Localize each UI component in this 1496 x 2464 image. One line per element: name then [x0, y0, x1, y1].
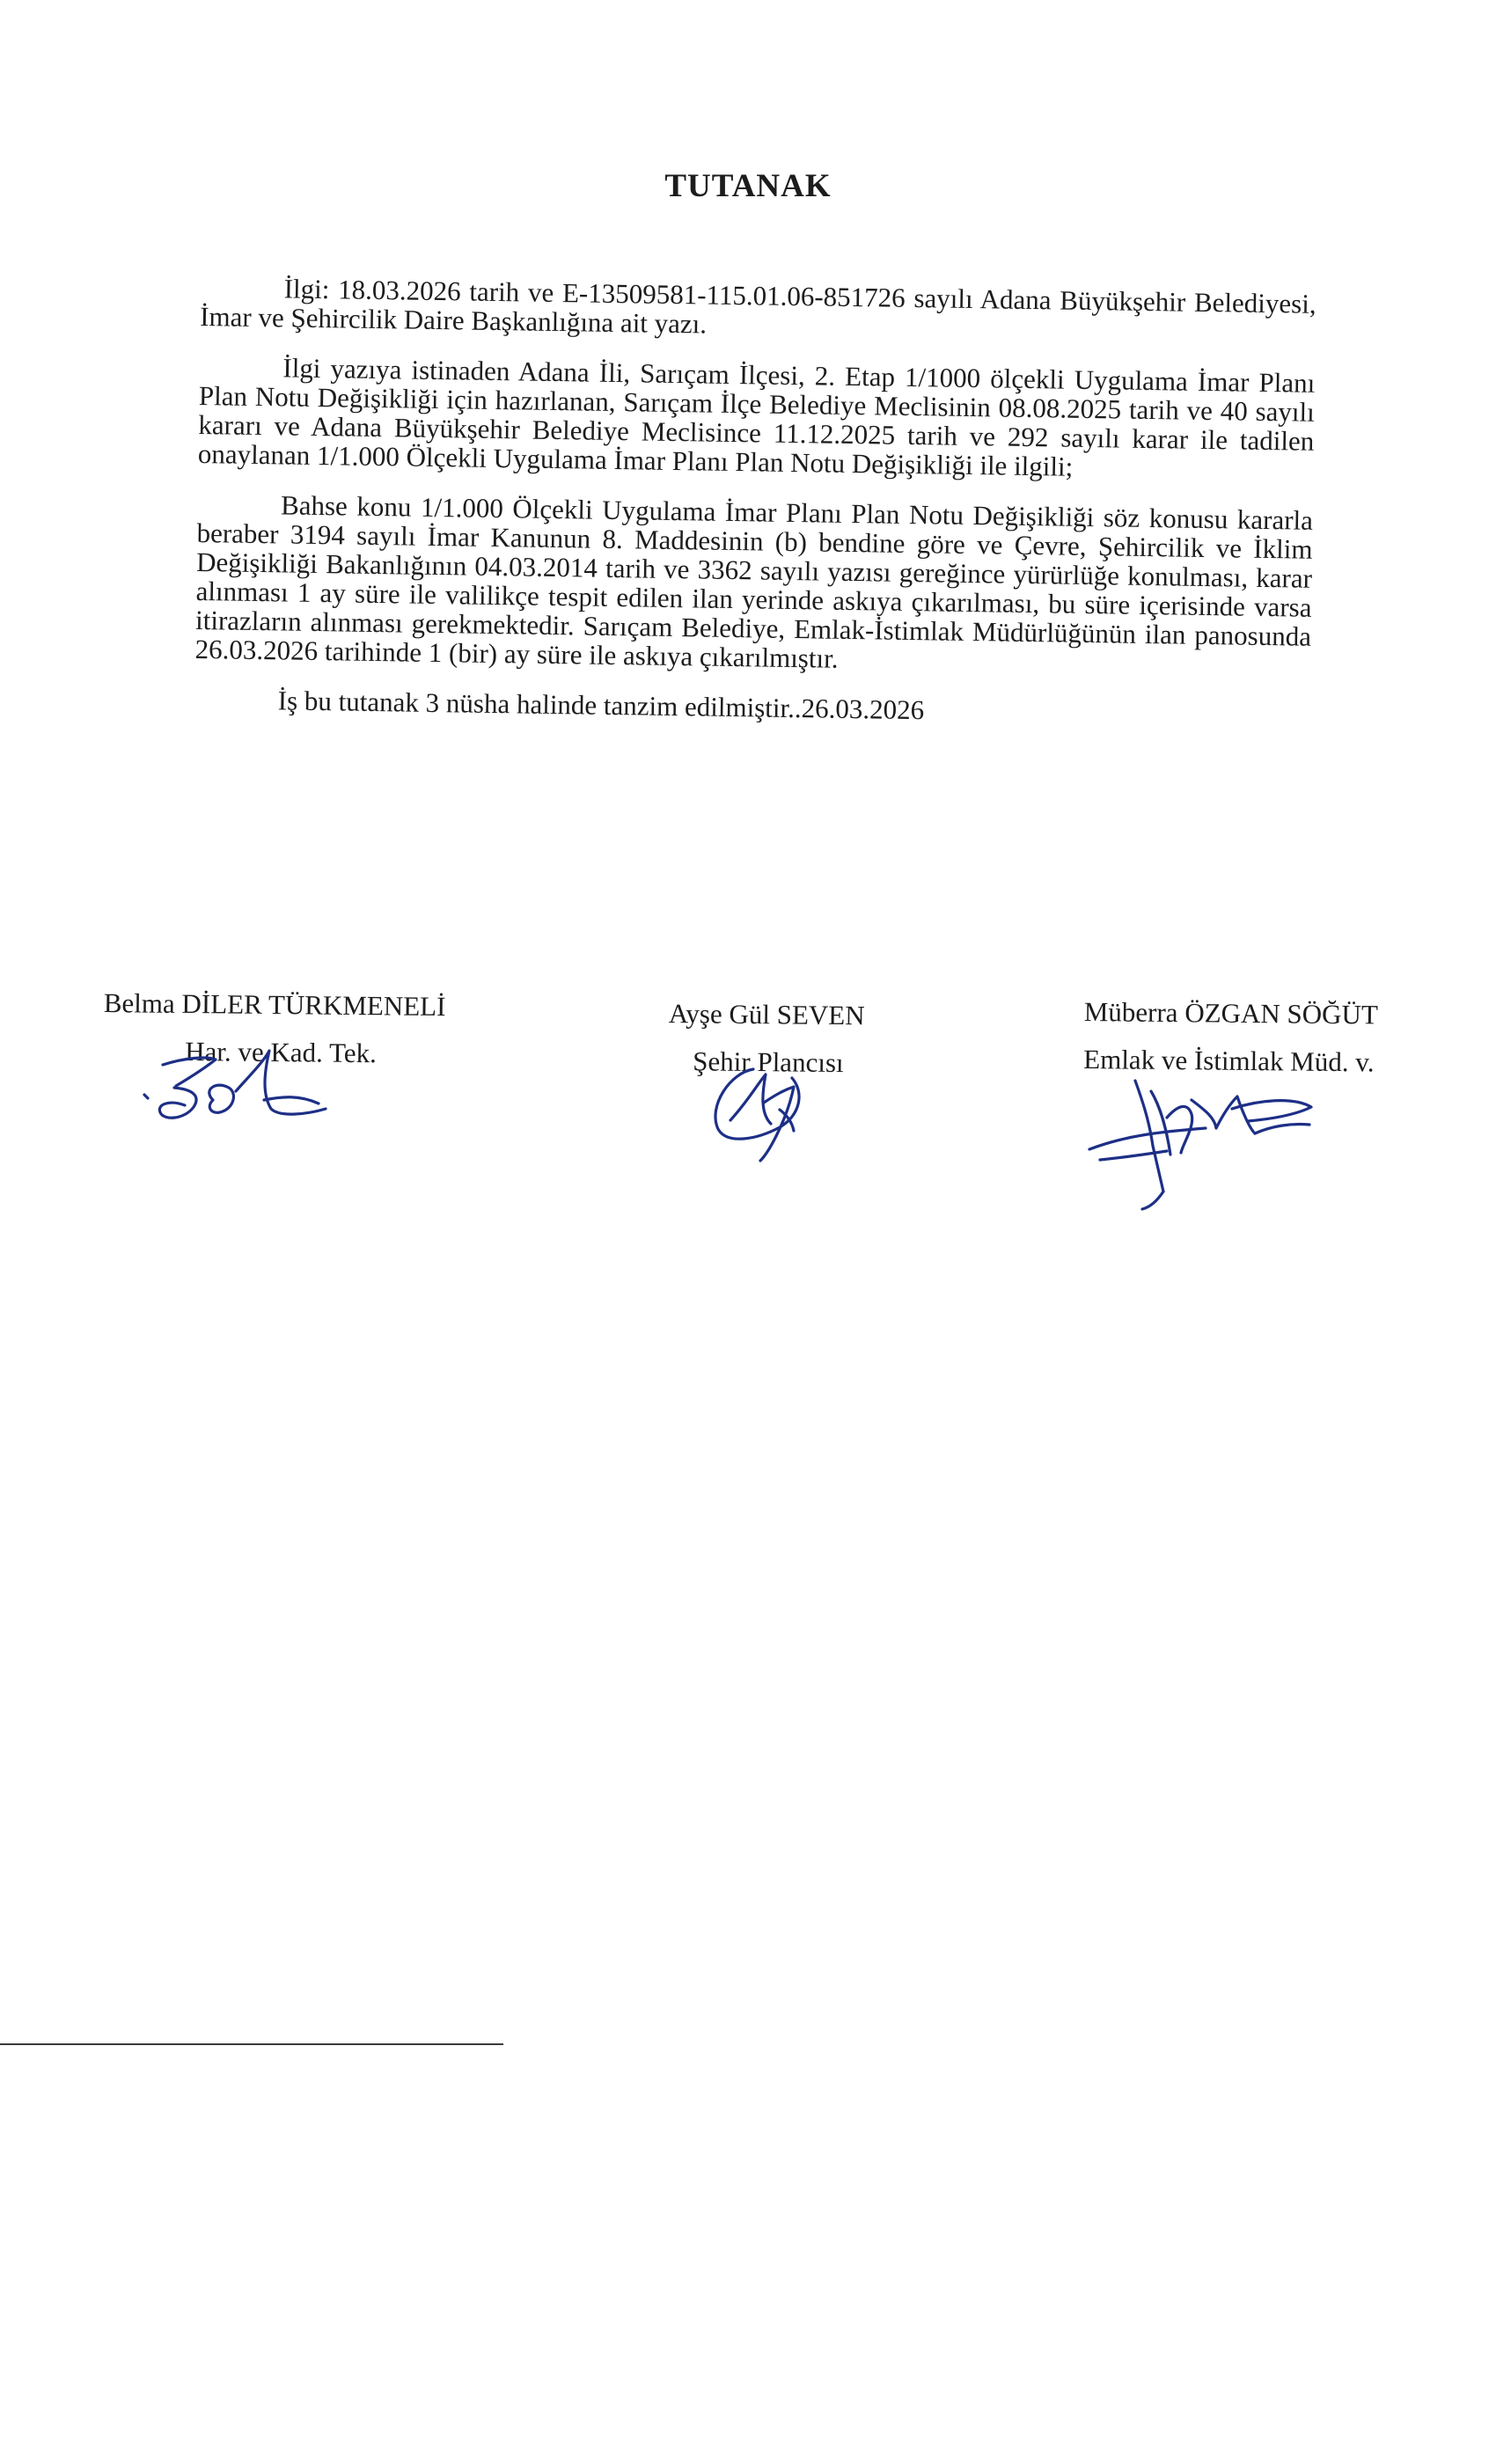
closing-paragraph: İş bu tutanak 3 nüsha halinde tanzim edilmiştir..26.03.2026: [277, 685, 925, 726]
signatory-role: Har. ve Kad. Tek.: [185, 1035, 378, 1069]
main-paragraph: Bahse konu 1/1.000 Ölçekli Uygulama İmar Planı Plan Notu Değişikliği söz konusu kararla beraber 3194 sayılı İmar Kanunun 8. Maddesinin (b) bendine göre ve Çevre, Şehircilik ve İklim Değişikliği Bakanlığının 04.03.2014 tarih ve 3362 sayılı yazısı gereğince yürürlüğe konulması, karar alınması 1 ay süre ile valilikçe tespit edilen ilan yerinde askıya çıkarılması, bu süre içerisinde varsa itirazların alınması gerekmektedir. Sarıçam Belediye, Emlak-İstimlak Müdürlüğünün ilan panosunda 26.03.2026 tarihinde 1 (bir) ay süre ile askıya çıkarılmıştır.: [194, 489, 1314, 674]
signature-1: [132, 1038, 378, 1135]
document-title: TUTANAK: [664, 168, 832, 204]
signatory-role: Emlak ve İstimlak Müd. v.: [1083, 1043, 1375, 1078]
signature-3: [1082, 1065, 1329, 1214]
bottom-rule: [0, 2043, 503, 2045]
signature-2: [695, 1052, 827, 1166]
signatory-name: Ayşe Gül SEVEN: [668, 998, 865, 1031]
reference-paragraph: İlgi: 18.03.2026 tarih ve E-13509581-115.01.06-851726 sayılı Adana Büyükşehir Belediyesi, İmar ve Şehircilik Daire Başkanlığına ait yazı.: [200, 273, 1316, 340]
signatory-name: Müberra ÖZGAN SÖĞÜT: [1083, 996, 1379, 1030]
signatory-name: Belma DİLER TÜRKMENELİ: [103, 987, 446, 1023]
signatory-role: Şehir Plancısı: [693, 1045, 844, 1079]
subject-paragraph: İlgi yazıya istinaden Adana İli, Sarıçam İlçesi, 2. Etap 1/1000 ölçekli Uygulama İmar Planı Plan Notu Değişikliği için hazırlanan, Sarıçam İlçe Belediye Meclisinin 08.08.2025 tarih ve 40 sayılı kararı ve Adana Büyükşehir Belediye Meclisince 11.12.2025 tarih ve 292 sayılı karar ile tadilen onaylanan 1/1.000 Ölçekli Uygulama İmar Planı Plan Notu Değişikliği ile ilgili;: [197, 352, 1316, 482]
document-body: [194, 273, 1316, 752]
